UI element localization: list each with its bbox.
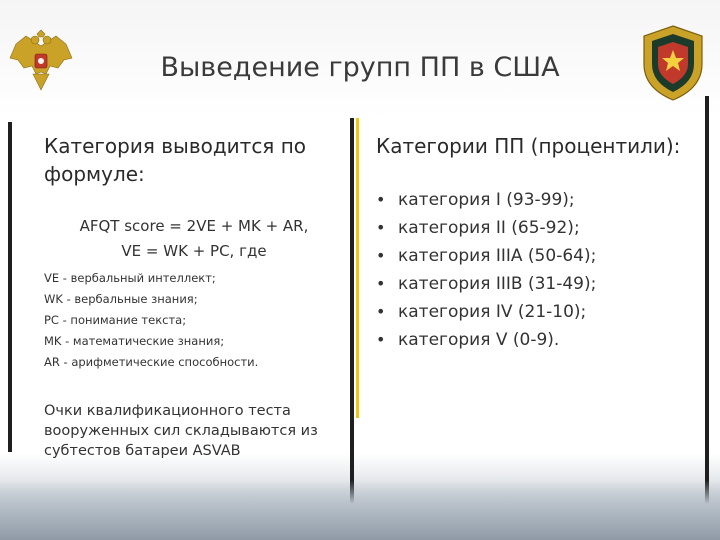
- left-accent-bar: [8, 122, 12, 452]
- category-label: категория II (65-92);: [398, 218, 580, 238]
- bullet-icon: •: [376, 330, 386, 349]
- left-heading: Категория выводится по формуле:: [44, 134, 307, 186]
- center-yellow-bar: [356, 118, 359, 418]
- bullet-icon: •: [376, 274, 386, 293]
- bullet-icon: •: [376, 190, 386, 209]
- right-column: [376, 132, 696, 354]
- definition-item: AR - арифметические способности.: [44, 355, 259, 369]
- bullet-icon: •: [376, 218, 386, 237]
- category-item: [376, 186, 696, 214]
- definitions-list: [44, 268, 344, 373]
- right-accent-bar: [705, 96, 709, 540]
- category-item: [376, 214, 696, 242]
- right-heading: Категории ПП (процентили):: [376, 134, 681, 158]
- slide-title: Выведение групп ПП в США: [160, 52, 560, 83]
- center-accent-bar: [350, 118, 354, 538]
- definition-item: PC - понимание текста;: [44, 313, 187, 327]
- formula-line-2: VE = WK + PC, где: [121, 242, 267, 260]
- category-label: категория IV (21-10);: [398, 302, 587, 322]
- asvab-note: Очки квалификационного теста вооруженных сил складываются из субтестов батареи ASVAB: [44, 403, 318, 459]
- definition-item: VE - вербальный интеллект;: [44, 271, 216, 285]
- category-label: категория IIIA (50-64);: [398, 246, 597, 266]
- eagle-emblem-icon: [6, 28, 76, 98]
- category-label: категория V (0-9).: [398, 330, 560, 350]
- bullet-icon: •: [376, 246, 386, 265]
- category-list: [376, 186, 696, 354]
- footer-band: [0, 480, 720, 540]
- definition-item: MK - математические знания;: [44, 334, 225, 348]
- category-item: [376, 326, 696, 354]
- category-label: категория IIIB (31-49);: [398, 274, 597, 294]
- category-item: [376, 270, 696, 298]
- category-item: [376, 298, 696, 326]
- formula-block: [44, 214, 344, 264]
- formula-line-1: AFQT score = 2VE + MK + AR,: [79, 217, 309, 235]
- shield-emblem-icon: [638, 24, 708, 102]
- definition-item: WK - вербальные знания;: [44, 292, 198, 306]
- category-label: категория I (93-99);: [398, 190, 575, 210]
- category-item: [376, 242, 696, 270]
- bullet-icon: •: [376, 302, 386, 321]
- left-column: [44, 132, 344, 461]
